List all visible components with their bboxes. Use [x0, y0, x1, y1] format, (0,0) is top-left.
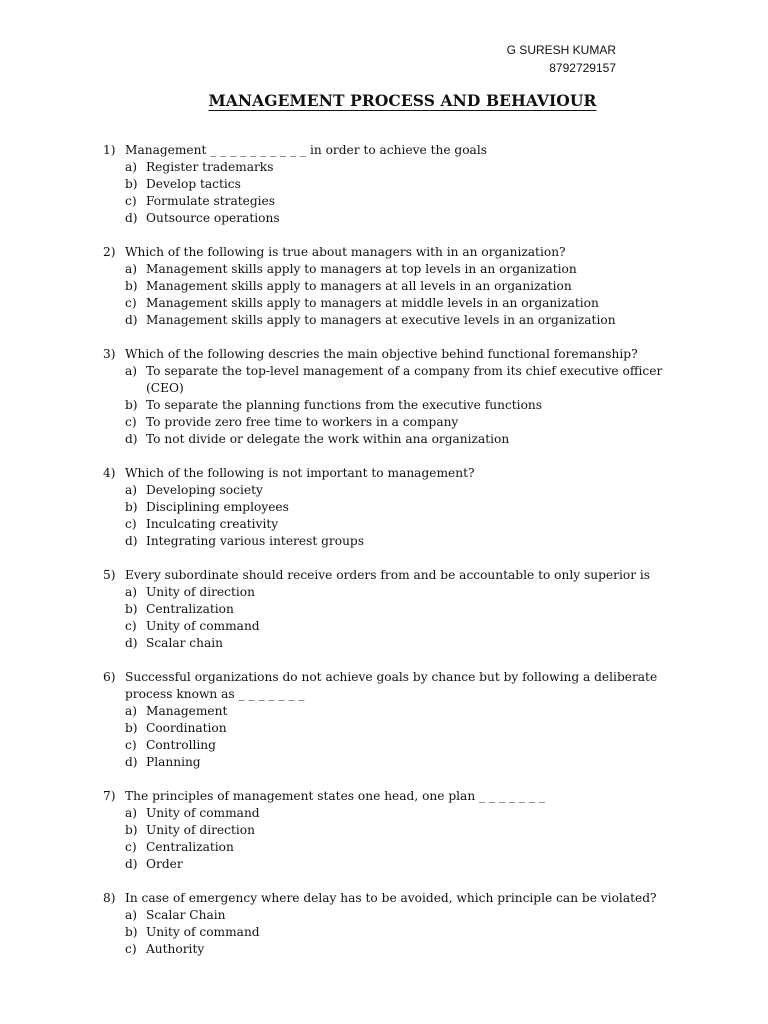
option-text: Centralization — [146, 840, 234, 854]
option-text: Order — [146, 857, 183, 871]
option-letter: c) — [125, 415, 137, 429]
option-letter: d) — [125, 636, 138, 650]
option-letter: b) — [125, 823, 138, 837]
question-text: Which of the following descries the main objective behind functional foremanship? — [125, 347, 638, 361]
question-item — [103, 346, 683, 448]
answer-option — [125, 754, 683, 771]
option-letter: a) — [125, 262, 138, 276]
question-number: 2) — [103, 245, 116, 259]
option-letter: c) — [125, 194, 137, 208]
option-text: Scalar Chain — [146, 908, 226, 922]
option-letter: d) — [125, 534, 138, 548]
option-letter: a) — [125, 704, 138, 718]
question-item — [103, 244, 683, 329]
option-text: Management skills apply to managers at middle levels in an organization — [146, 296, 599, 310]
option-letter: b) — [125, 177, 138, 191]
document-title: MANAGEMENT PROCESS AND BEHAVIOUR — [208, 91, 597, 110]
option-text: Outsource operations — [146, 211, 280, 225]
option-text: To separate the planning functions from the executive functions — [146, 398, 543, 412]
option-letter: b) — [125, 721, 138, 735]
option-text: Unity of command — [146, 925, 260, 939]
option-list — [103, 159, 683, 227]
question-list — [103, 142, 683, 975]
answer-option — [125, 839, 683, 856]
question-text: Which of the following is true about managers with in an organization? — [125, 245, 566, 259]
option-text: Controlling — [146, 738, 216, 752]
option-letter: a) — [125, 585, 138, 599]
option-text: Unity of direction — [146, 585, 255, 599]
answer-option — [125, 363, 683, 397]
option-text: Developing society — [146, 483, 263, 497]
question-stem — [103, 346, 683, 363]
option-letter: a) — [125, 483, 138, 497]
option-letter: d) — [125, 432, 138, 446]
option-list — [103, 703, 683, 771]
answer-option — [125, 924, 683, 941]
answer-option — [125, 278, 683, 295]
option-text: Unity of command — [146, 806, 260, 820]
answer-option — [125, 941, 683, 958]
question-stem — [103, 465, 683, 482]
option-letter: a) — [125, 908, 138, 922]
option-text: Scalar chain — [146, 636, 223, 650]
answer-option — [125, 907, 683, 924]
answer-option — [125, 482, 683, 499]
option-letter: a) — [125, 806, 138, 820]
option-text: Unity of direction — [146, 823, 255, 837]
answer-option — [125, 703, 683, 720]
option-letter: b) — [125, 398, 138, 412]
option-text: Centralization — [146, 602, 234, 616]
option-letter: a) — [125, 364, 138, 378]
question-text: Management _ _ _ _ _ _ _ _ _ _ in order to achieve the goals — [125, 143, 487, 157]
option-text: To provide zero free time to workers in a company — [146, 415, 459, 429]
question-stem — [103, 669, 683, 703]
option-text: Coordination — [146, 721, 227, 735]
option-letter: c) — [125, 738, 137, 752]
option-letter: c) — [125, 517, 137, 531]
question-stem — [103, 142, 683, 159]
author-phone: 8792729157 — [549, 61, 616, 75]
option-text: Authority — [146, 942, 205, 956]
option-list — [103, 482, 683, 550]
option-letter: a) — [125, 160, 138, 174]
answer-option — [125, 210, 683, 227]
question-item — [103, 669, 683, 771]
option-text: Disciplining employees — [146, 500, 289, 514]
option-letter: d) — [125, 755, 138, 769]
answer-option — [125, 499, 683, 516]
question-number: 6) — [103, 670, 116, 684]
question-item — [103, 788, 683, 873]
question-text: The principles of management states one head, one plan _ _ _ _ _ _ _ — [125, 789, 545, 803]
option-text: Planning — [146, 755, 201, 769]
answer-option — [125, 533, 683, 550]
question-number: 1) — [103, 143, 116, 157]
question-number: 8) — [103, 891, 116, 905]
answer-option — [125, 618, 683, 635]
answer-option — [125, 397, 683, 414]
question-text: Every subordinate should receive orders from and be accountable to only superior is — [125, 568, 651, 582]
question-item — [103, 567, 683, 652]
answer-option — [125, 584, 683, 601]
answer-option — [125, 193, 683, 210]
option-letter: b) — [125, 500, 138, 514]
option-letter: c) — [125, 942, 137, 956]
question-number: 5) — [103, 568, 116, 582]
answer-option — [125, 856, 683, 873]
option-list — [103, 363, 683, 448]
option-text: Register trademarks — [146, 160, 274, 174]
option-list — [103, 907, 683, 958]
option-letter: b) — [125, 279, 138, 293]
option-list — [103, 805, 683, 873]
option-letter: c) — [125, 840, 137, 854]
question-number: 4) — [103, 466, 116, 480]
question-stem — [103, 788, 683, 805]
answer-option — [125, 822, 683, 839]
option-text: Management skills apply to managers at executive levels in an organization — [146, 313, 616, 327]
option-text: Unity of command — [146, 619, 260, 633]
answer-option — [125, 261, 683, 278]
option-text: Inculcating creativity — [146, 517, 279, 531]
option-letter: b) — [125, 602, 138, 616]
question-stem — [103, 890, 683, 907]
answer-option — [125, 601, 683, 618]
option-text: Management — [146, 704, 228, 718]
question-text: Successful organizations do not achieve goals by chance but by following a deliberate process known as _ _ _ _ _ _ _ — [125, 670, 658, 701]
question-item — [103, 142, 683, 227]
answer-option — [125, 737, 683, 754]
answer-option — [125, 312, 683, 329]
answer-option — [125, 805, 683, 822]
option-text: To not divide or delegate the work within ana organization — [146, 432, 510, 446]
option-list — [103, 261, 683, 329]
answer-option — [125, 159, 683, 176]
question-item — [103, 465, 683, 550]
question-stem — [103, 244, 683, 261]
option-letter: d) — [125, 857, 138, 871]
question-text: Which of the following is not important to management? — [125, 466, 475, 480]
option-letter: c) — [125, 296, 137, 310]
answer-option — [125, 414, 683, 431]
option-list — [103, 584, 683, 652]
option-text: Formulate strategies — [146, 194, 276, 208]
option-text: Management skills apply to managers at top levels in an organization — [146, 262, 577, 276]
option-letter: b) — [125, 925, 138, 939]
author-name: G SURESH KUMAR — [506, 43, 616, 57]
question-stem — [103, 567, 683, 584]
option-text: Develop tactics — [146, 177, 241, 191]
answer-option — [125, 295, 683, 312]
answer-option — [125, 176, 683, 193]
answer-option — [125, 635, 683, 652]
option-text: Management skills apply to managers at all levels in an organization — [146, 279, 572, 293]
option-letter: c) — [125, 619, 137, 633]
answer-option — [125, 516, 683, 533]
question-text: In case of emergency where delay has to be avoided, which principle can be violated? — [125, 891, 657, 905]
author-block — [507, 41, 616, 77]
question-number: 3) — [103, 347, 116, 361]
answer-option — [125, 720, 683, 737]
question-number: 7) — [103, 789, 116, 803]
option-letter: d) — [125, 211, 138, 225]
answer-option — [125, 431, 683, 448]
question-item — [103, 890, 683, 958]
option-text: Integrating various interest groups — [146, 534, 364, 548]
option-text: To separate the top-level management of a company from its chief executive officer (CEO) — [146, 364, 663, 395]
option-letter: d) — [125, 313, 138, 327]
